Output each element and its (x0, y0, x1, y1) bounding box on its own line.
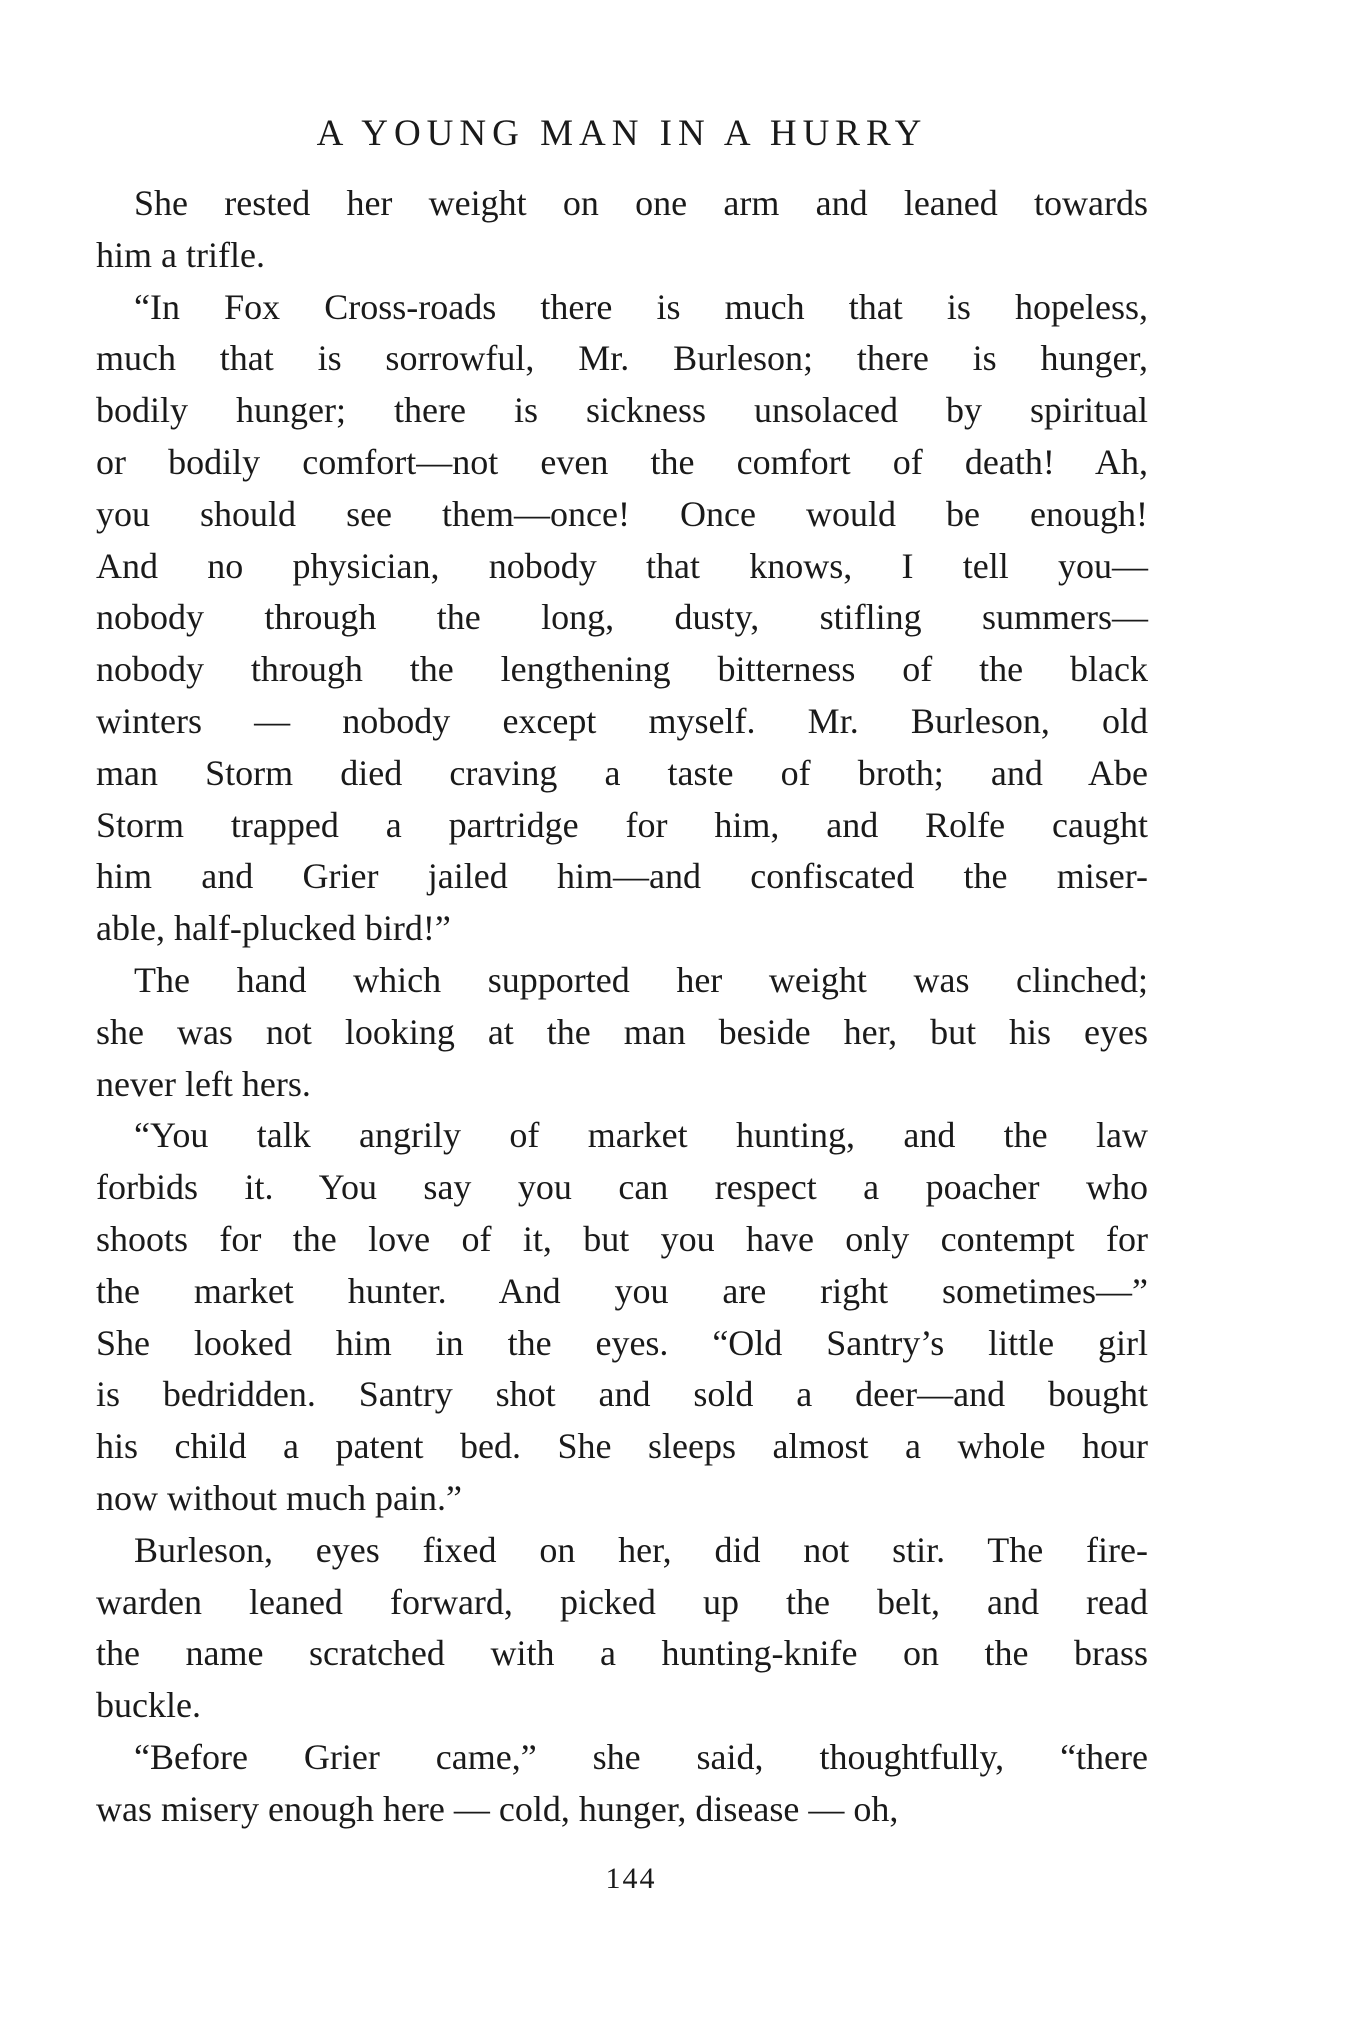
text-line: winters — nobody except myself. Mr. Burleson, old (96, 700, 1148, 741)
text-line: warden leaned forward, picked up the belt, and read (96, 1581, 1148, 1622)
paragraph (96, 178, 1148, 282)
text-line: is bedridden. Santry shot and sold a deer—and bought (96, 1374, 1148, 1415)
text-line: “In Fox Cross-roads there is much that is hopeless, (134, 286, 1148, 327)
text-line: him and Grier jailed him—and confiscated the miser- (96, 856, 1148, 897)
text-line: “You talk angrily of market hunting, and the law (134, 1115, 1148, 1156)
text-line: the name scratched with a hunting-knife on the brass (96, 1633, 1148, 1674)
text-line: you should see them—once! Once would be enough! (96, 493, 1148, 534)
book-page (96, 112, 1148, 1836)
text-line: Burleson, eyes fixed on her, did not stir. The fire- (134, 1529, 1148, 1570)
text-line: nobody through the lengthening bitterness of the black (96, 649, 1148, 690)
text-line: shoots for the love of it, but you have only contempt for (96, 1218, 1148, 1259)
text-line: nobody through the long, dusty, stifling summers— (96, 597, 1148, 638)
text-line: able, half-plucked bird!” (96, 908, 451, 949)
text-line: much that is sorrowful, Mr. Burleson; there is hunger, (96, 338, 1148, 379)
text-line: him a trifle. (96, 234, 265, 275)
text-line: was misery enough here — cold, hunger, disease — oh, (96, 1788, 899, 1829)
text-line: his child a patent bed. She sleeps almost a whole hour (96, 1426, 1148, 1467)
text-line: Storm trapped a partridge for him, and Rolfe caught (96, 804, 1148, 845)
text-line: buckle. (96, 1685, 201, 1726)
text-line: bodily hunger; there is sickness unsolaced by spiritual (96, 390, 1148, 431)
page-number: 144 (605, 1862, 657, 1895)
text-line: And no physician, nobody that knows, I tell you— (96, 545, 1148, 586)
text-line: The hand which supported her weight was clinched; (134, 959, 1148, 1000)
body-text (96, 178, 1148, 1836)
text-line: now without much pain.” (96, 1477, 462, 1518)
running-head: A YOUNG MAN IN A HURRY (316, 113, 928, 154)
text-line: “Before Grier came,” she said, thoughtfully, “there (134, 1736, 1148, 1777)
paragraph (96, 955, 1148, 1110)
text-line: never left hers. (96, 1063, 311, 1104)
paragraph (96, 282, 1148, 955)
paragraph (96, 1110, 1148, 1524)
paragraph (96, 1525, 1148, 1732)
text-line: man Storm died craving a taste of broth; and Abe (96, 752, 1148, 793)
text-line: she was not looking at the man beside her, but his eyes (96, 1011, 1148, 1052)
text-line: the market hunter. And you are right sometimes—” (96, 1270, 1148, 1311)
text-line: or bodily comfort—not even the comfort of death! Ah, (96, 441, 1148, 482)
text-line: She looked him in the eyes. “Old Santry’s little girl (96, 1322, 1148, 1363)
text-line: She rested her weight on one arm and leaned towards (134, 183, 1148, 223)
paragraph (96, 1732, 1148, 1836)
text-line: forbids it. You say you can respect a poacher who (96, 1167, 1148, 1208)
